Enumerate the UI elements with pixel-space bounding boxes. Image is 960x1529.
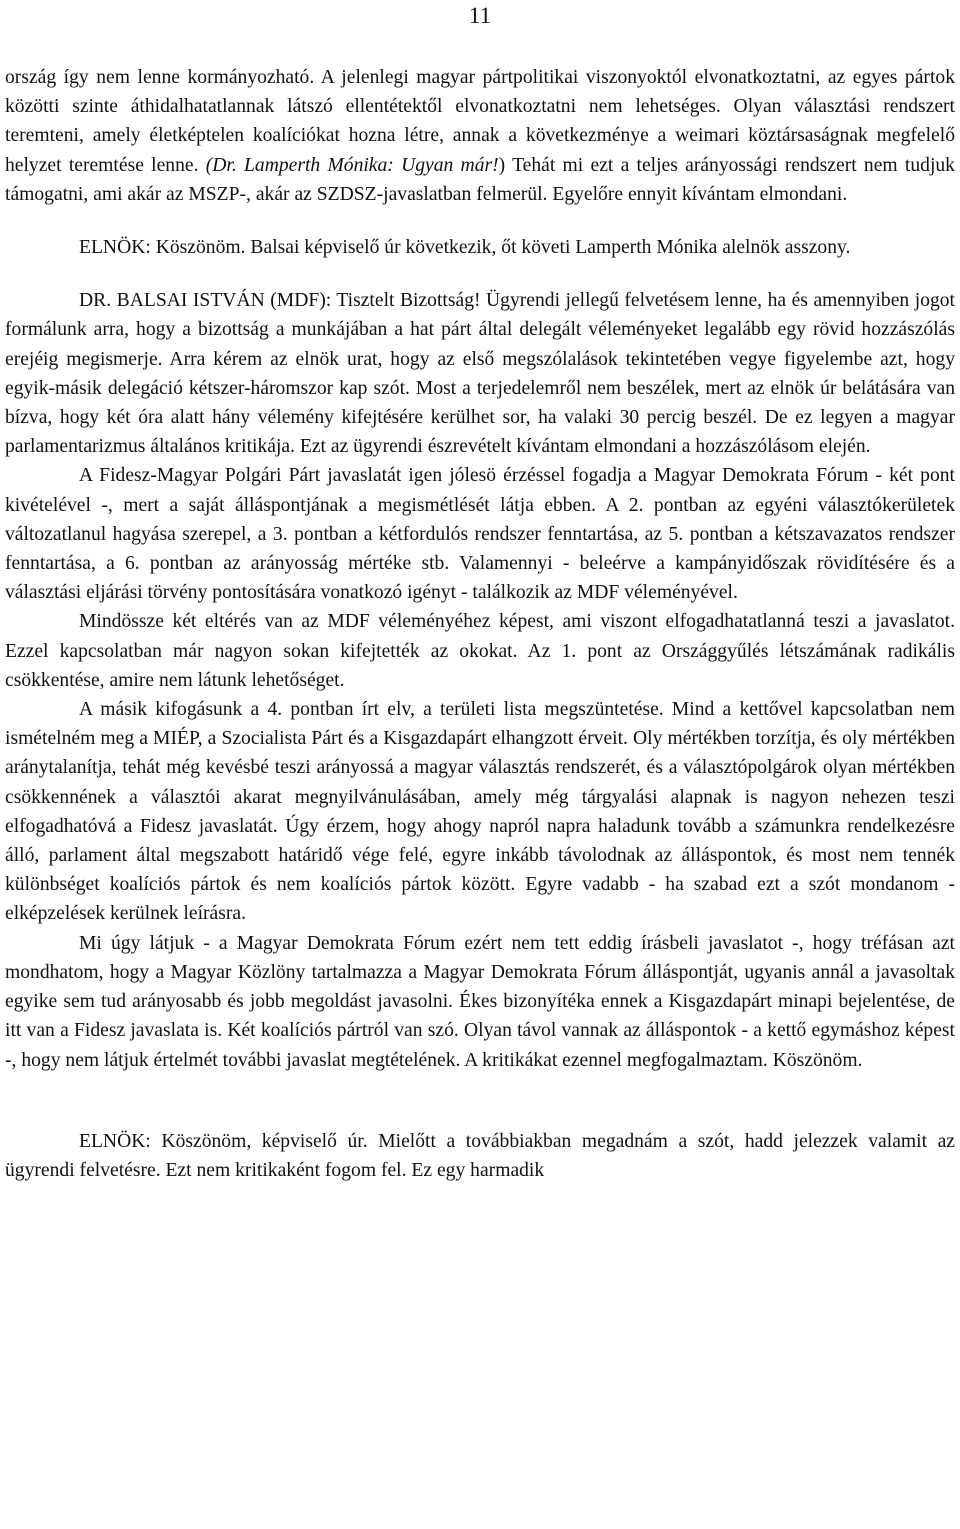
paragraph-elnok-1: ELNÖK: Köszönöm. Balsai képviselő úr következik, őt követi Lamperth Mónika alelnök asszony. — [79, 237, 851, 259]
paragraph-balsai-1: DR. BALSAI ISTVÁN (MDF): Tisztelt Bizottság! Ügyrendi jellegű felvetésem lenne, ha és amennyiben jogot formálunk arra, hogy a bizottság a munkájában a hat párt által delegált véleményeket legalább egy rövid hozzászólás erejéig megismerje. Arra kérem az elnök urat, hogy az első megszólalások tekintetében vegye figyelembe azt, hogy egyik-másik delegáció kétszer-háromszor kap szót. Most a terjedelemről nem beszélek, mert az elnök úr belátására van bízva, hogy két óra alatt hány vélemény kifejtésére kerülhet sor, ha valaki 30 percig beszél. De ez legyen a magyar parlamentarizmus általános kritikája. Ezt az ügyrendi észrevételt kívántam elmondani a hozzászólásom elején. — [5, 290, 955, 458]
paragraph-1 — [5, 63, 955, 209]
interjection-lamperth: (Dr. Lamperth Mónika: Ugyan már! — [205, 154, 499, 176]
paragraph-1-text-end: ) Tehát mi ezt a teljes arányossági rendszert nem tudjuk támogatni, ami akár az MSZP-, akár az SZDSZ-javaslatban felmerül. Egyelőre ennyit kívántam elmondani. — [5, 154, 955, 205]
page-number: 11 — [468, 3, 492, 28]
paragraph-balsai-3: Mindössze két eltérés van az MDF véleményéhez képest, ami viszont elfogadhatatlanná teszi a javaslatot. Ezzel kapcsolatban már nagyon sokan kifejtették az okokat. Az 1. pont az Országgyűlés létszámának radikális csökkentése, amire nem látunk lehetőséget. — [5, 611, 955, 691]
paragraph-balsai-4: A másik kifogásunk a 4. pontban írt elv, a területi lista megszüntetése. Mind a kettővel kapcsolatban nem ismételném meg a MIÉP, a Szocialista Párt és a Kisgazdapárt elhangzott érveit. Oly mértékben torzítja, és oly mértékben aránytalanítja, tehát még kevésbé teszi arányossá a magyar választás rendszerét, és a választópolgárok olyan mértékben csökkennének a választói akarat megnyilvánulásában, amely még tárgyalási alapnak is nagyon nehezen teszi elfogadhatóvá a Fidesz javaslatát. Úgy érzem, hogy ahogy napról napra haladunk tovább a számunkra rendelkezésre álló, parlament által megszabott határidő vége felé, egyre inkább távolodnak az álláspontok, és most nem tennék különbséget koalíciós pártok és nem koalíciós pártok között. Egyre vadabb - ha szabad ezt a szót mondanom - elképzelések kerülnek leírásra. — [5, 699, 955, 925]
paragraph-elnok-2: ELNÖK: Köszönöm, képviselő úr. Mielőtt a továbbiakban megadnám a szót, hadd jelezzek valamit az ügyrendi felvetésre. Ezt nem kritikaként fogom fel. Ez egy harmadik — [5, 1130, 955, 1181]
paragraph-balsai-5: Mi úgy látjuk - a Magyar Demokrata Fórum ezért nem tett eddig írásbeli javaslatot -, hogy tréfásan azt mondhatom, hogy a Magyar Közlöny tartalmazza a Magyar Demokrata Fórum álláspontját, ugyanis annál a javasoltak egyike sem tud arányosabb és jobb megoldást javasolni. Ékes bizonyítéka ennek a Kisgazdapárt minapi bejelentése, de itt van a Fidesz javaslata is. Két koalíciós pártról van szó. Olyan távol vannak az álláspontok - a kettő egymáshoz képest -, hogy nem látjuk értelmét további javaslat megtételének. A kritikákat ezennel megfogalmaztam. Köszönöm. — [5, 932, 955, 1071]
document-body — [5, 63, 955, 1185]
paragraph-1-text-start: ország így nem lenne kormányozható. A jelenlegi magyar pártpolitikai viszonyoktól elvonatkoztatni, az egyes pártok közötti szinte áthidalhatatlannak látszó ellentétektől elvonatkoztatni nem lehetséges. Olyan választási rendszert teremteni, amely életképtelen koalíciókat hozna létre, annak a következménye a weimari köztársaságnak megfelelő helyzet teremtése lenne. — [5, 67, 955, 176]
paragraph-balsai-2: A Fidesz-Magyar Polgári Párt javaslatát igen jólesö érzéssel fogadja a Magyar Demokrata Fórum - két pont kivételével -, mert a saját álláspontjának a megismétlését látja ebben. A 2. pontban az egyéni választókerületek változatlanul hagyása szerepel, a 3. pontban a kétfordulós rendszer fenntartása, az 5. pontban a kétszavazatos rendszer fenntartása, a 6. pontban az arányosság mértéke stb. Valamennyi - beleérve a kampányidőszak rövidítésére és a választási eljárási törvény pontosítására vonatkozó igényt - találkozik az MDF véleményével. — [5, 465, 955, 604]
